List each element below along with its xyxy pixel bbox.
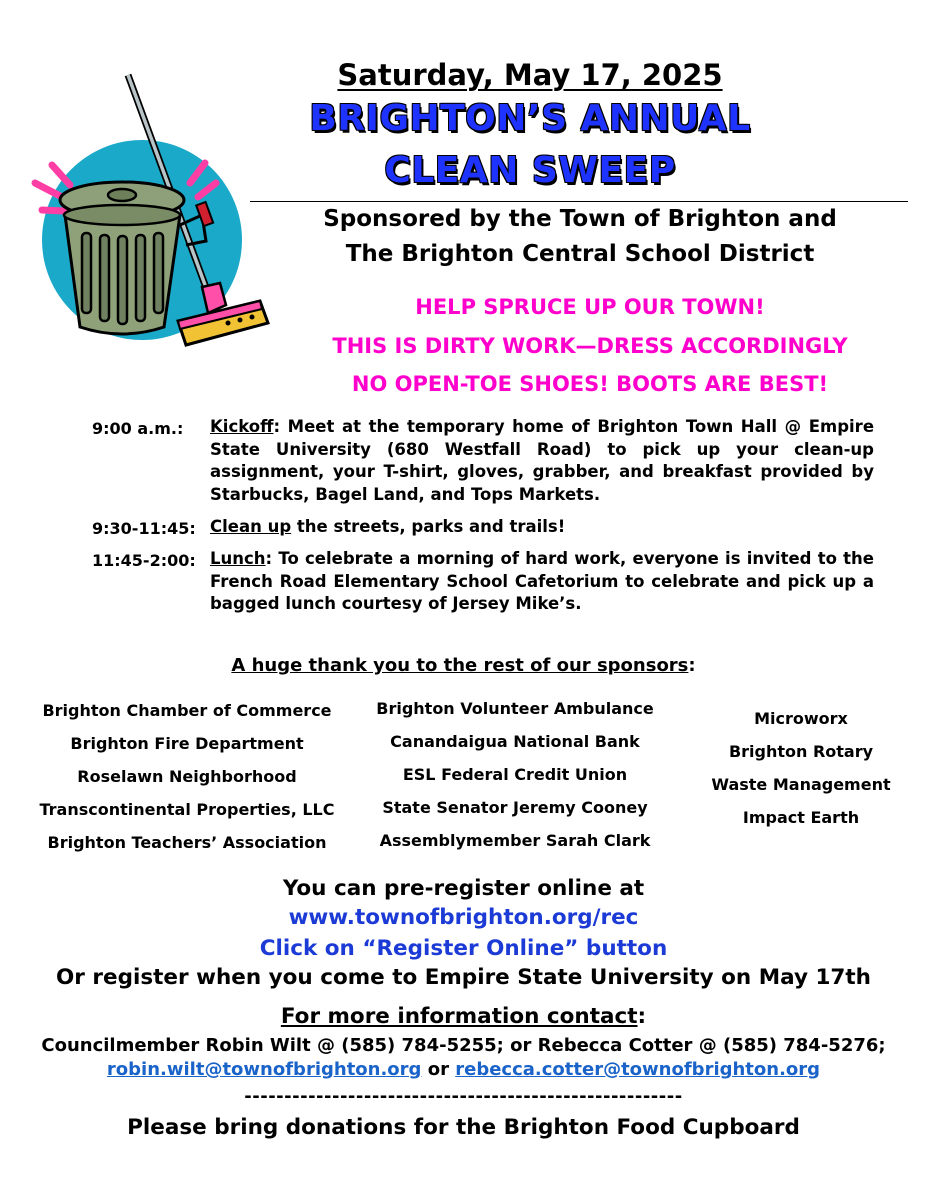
- sponsor-line-1: Sponsored by the Town of Brighton and: [323, 206, 837, 232]
- sponsor-column-1: [38, 700, 336, 865]
- email-link-rebecca[interactable]: rebecca.cotter@townofbrighton.org: [455, 1059, 821, 1080]
- sponsors-heading-colon: :: [688, 655, 696, 676]
- schedule-desc-kickoff: [210, 416, 874, 506]
- sponsor-column-2: [362, 698, 668, 863]
- sponsor-column-3: [700, 708, 902, 840]
- sponsors-heading-text: A huge thank you to the rest of our sponsors: [231, 655, 689, 676]
- schedule-label: Clean up: [210, 517, 292, 536]
- schedule-text: the streets, parks and trails!: [296, 517, 566, 536]
- schedule-desc-lunch: [210, 548, 874, 616]
- sponsors-heading: [160, 655, 767, 676]
- schedule-time-kickoff: 9:00 a.m.:: [92, 419, 184, 438]
- email-link-robin[interactable]: robin.wilt@townofbrighton.org: [106, 1059, 422, 1080]
- sponsor-name: Transcontinental Properties, LLC: [39, 800, 335, 819]
- sponsor-name: Canandaigua National Bank: [390, 732, 640, 751]
- sponsor-name: Microworx: [754, 709, 848, 728]
- sponsor-line-2: The Brighton Central School District: [345, 241, 815, 267]
- sponsor-name: Brighton Rotary: [728, 742, 874, 761]
- callout-dirty-work: THIS IS DIRTY WORK—DRESS ACCORDINGLY: [332, 334, 848, 358]
- schedule-text: Meet at the temporary home of Brighton Town Hall @ Empire State University (680 Westfall Road) to pick up your clean-up assignment, your T-shirt, gloves, grabber, and breakfast provided by Starbucks, Bagel Land, and Tops Markets.: [210, 417, 875, 504]
- contact-heading-text: For more information contact: [280, 1004, 638, 1029]
- event-title-line1: BRIGHTON’S ANNUAL: [309, 98, 751, 139]
- sponsor-name: Brighton Teachers’ Association: [47, 833, 327, 852]
- registration-url-link[interactable]: www.townofbrighton.org/rec: [288, 905, 639, 930]
- sponsor-name: Roselawn Neighborhood: [77, 767, 297, 786]
- email-or: or: [421, 1059, 456, 1080]
- dashed-separator: -------------------------------------------------------: [244, 1086, 683, 1107]
- sponsor-name: Impact Earth: [742, 808, 860, 827]
- contact-heading-colon: :: [637, 1004, 647, 1029]
- trash-can-and-broom-icon: [30, 65, 280, 355]
- schedule-separator: :: [265, 549, 279, 568]
- schedule-label: Lunch: [210, 549, 266, 568]
- sponsor-name: Brighton Fire Department: [70, 734, 304, 753]
- register-in-person-text: Or register when you come to Empire State University on May 17th: [56, 965, 871, 990]
- register-online-hint: Click on “Register Online” button: [259, 936, 668, 961]
- preregister-text: You can pre-register online at: [282, 876, 645, 901]
- schedule-time-cleanup: 9:30-11:45:: [92, 519, 196, 538]
- sponsor-name: Brighton Volunteer Ambulance: [376, 699, 654, 718]
- callout-shoes: NO OPEN-TOE SHOES! BOOTS ARE BEST!: [351, 372, 829, 396]
- contact-phones: Councilmember Robin Wilt @ (585) 784-5255; or Rebecca Cotter @ (585) 784-5276;: [41, 1035, 886, 1056]
- event-title-line2: CLEAN SWEEP: [384, 150, 676, 191]
- schedule-separator: :: [273, 417, 288, 436]
- sponsor-name: ESL Federal Credit Union: [402, 765, 628, 784]
- sponsor-name: State Senator Jeremy Cooney: [382, 798, 648, 817]
- sponsor-name: Waste Management: [711, 775, 891, 794]
- callout-spruce: HELP SPRUCE UP OUR TOWN!: [415, 295, 765, 319]
- sponsor-name: Assemblymember Sarah Clark: [379, 831, 651, 850]
- header-divider: [250, 201, 908, 202]
- schedule-label: Kickoff: [210, 417, 274, 436]
- event-date: Saturday, May 17, 2025: [337, 58, 723, 92]
- contact-heading: [40, 1004, 887, 1029]
- sponsor-name: Brighton Chamber of Commerce: [42, 701, 332, 720]
- schedule-text: To celebrate a morning of hard work, everyone is invited to the French Road Elementary School Cafetorium to celebrate and pick up a bagged lunch courtesy of Jersey Mike’s.: [210, 549, 874, 613]
- schedule-desc-cleanup: [210, 516, 874, 539]
- donations-note: Please bring donations for the Brighton Food Cupboard: [127, 1115, 800, 1140]
- schedule-time-lunch: 11:45-2:00:: [92, 551, 196, 570]
- contact-emails: [40, 1059, 887, 1080]
